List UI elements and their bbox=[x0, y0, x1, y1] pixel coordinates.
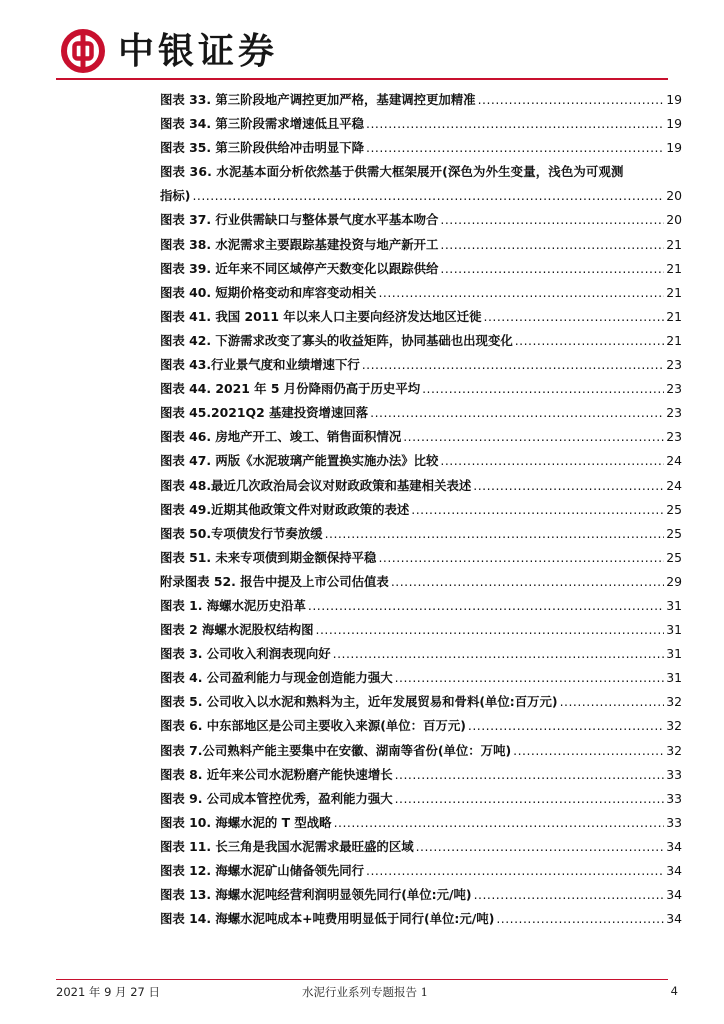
toc-page-number: 32 bbox=[666, 694, 682, 710]
toc-entry[interactable] bbox=[160, 233, 682, 257]
toc-entry-title-cont: 指标) bbox=[160, 188, 191, 204]
toc-leader-dots bbox=[416, 835, 665, 859]
toc-entry-title: 附录图表 52. 报告中提及上市公司估值表 bbox=[160, 573, 389, 589]
toc-leader-dots bbox=[440, 208, 664, 232]
toc-entry[interactable] bbox=[160, 377, 682, 401]
toc-page-number: 25 bbox=[666, 501, 682, 517]
toc-entry-title: 图表 40. 短期价格变动和库容变动相关 bbox=[160, 284, 377, 300]
toc-leader-dots bbox=[422, 377, 664, 401]
toc-page-number: 23 bbox=[666, 381, 682, 397]
toc-entry[interactable] bbox=[160, 859, 682, 883]
toc-leader-dots bbox=[366, 112, 664, 136]
toc-entry-title: 图表 4. 公司盈利能力与现金创造能力强大 bbox=[160, 670, 393, 686]
toc-entry[interactable] bbox=[160, 570, 682, 594]
toc-entry-title: 图表 43.行业景气度和业绩增速下行 bbox=[160, 357, 360, 373]
toc-entry[interactable] bbox=[160, 449, 682, 473]
toc-entry-title: 图表 9. 公司成本管控优秀，盈利能力强大 bbox=[160, 790, 393, 806]
toc-leader-dots bbox=[515, 329, 664, 353]
toc-leader-dots bbox=[378, 281, 664, 305]
toc-leader-dots bbox=[474, 883, 665, 907]
toc-leader-dots bbox=[440, 449, 664, 473]
toc-leader-dots bbox=[496, 907, 664, 931]
toc-entry-title: 图表 10. 海螺水泥的 T 型战略 bbox=[160, 814, 332, 830]
toc-entry[interactable] bbox=[160, 763, 682, 787]
toc-page-number: 24 bbox=[666, 453, 682, 469]
toc-entry-title: 图表 44. 2021 年 5 月份降雨仍高于历史平均 bbox=[160, 381, 421, 397]
toc-page-number: 25 bbox=[666, 525, 682, 541]
toc-leader-dots bbox=[362, 353, 664, 377]
toc-entry-title: 图表 47. 两版《水泥玻璃产能置换实施办法》比较 bbox=[160, 453, 439, 469]
toc-entry-title: 图表 48.最近几次政治局会议对财政政策和基建相关表述 bbox=[160, 477, 472, 493]
toc-entry[interactable] bbox=[160, 401, 682, 425]
toc-page-number: 31 bbox=[666, 670, 682, 686]
toc-page-number: 21 bbox=[666, 308, 682, 324]
toc-entry-title: 图表 34. 第三阶段需求增速低且平稳 bbox=[160, 116, 365, 132]
toc-entry[interactable] bbox=[160, 787, 682, 811]
toc-entry[interactable] bbox=[160, 835, 682, 859]
toc-entry-title: 图表 35. 第三阶段供给冲击明显下降 bbox=[160, 140, 365, 156]
toc-leader-dots bbox=[366, 859, 664, 883]
toc-entry[interactable] bbox=[160, 112, 682, 136]
toc-entry-title: 图表 8. 近年来公司水泥粉磨产能快速增长 bbox=[160, 766, 393, 782]
toc-leader-dots bbox=[403, 425, 664, 449]
toc-leader-dots bbox=[484, 305, 665, 329]
toc-entry[interactable] bbox=[160, 208, 682, 232]
toc-entry[interactable] bbox=[160, 136, 682, 160]
toc-entry[interactable] bbox=[160, 739, 682, 763]
toc-page-number: 31 bbox=[666, 646, 682, 662]
toc-page-number: 34 bbox=[666, 863, 682, 878]
toc-leader-dots bbox=[316, 618, 665, 642]
toc-page-number: 34 bbox=[666, 911, 682, 927]
toc-entry[interactable] bbox=[160, 690, 682, 714]
toc-page-number: 33 bbox=[666, 790, 682, 806]
toc-entry-title: 图表 46. 房地产开工、竣工、销售面积情况 bbox=[160, 429, 402, 445]
toc-leader-dots bbox=[192, 184, 664, 208]
toc-leader-dots bbox=[378, 546, 664, 570]
toc-entry[interactable] bbox=[160, 281, 682, 305]
toc-page-number: 34 bbox=[666, 838, 682, 854]
toc-entry-title: 图表 7.公司熟料产能主要集中在安徽、湖南等省份(单位：万吨) bbox=[160, 742, 512, 758]
toc-page-number: 33 bbox=[666, 766, 682, 782]
toc-page-number: 21 bbox=[666, 332, 682, 348]
toc-entry-title: 图表 3. 公司收入利润表现向好 bbox=[160, 646, 331, 662]
toc-entry[interactable] bbox=[160, 642, 682, 666]
toc-entry[interactable] bbox=[160, 811, 682, 835]
toc-entry[interactable] bbox=[160, 498, 682, 522]
toc-leader-dots bbox=[370, 401, 664, 425]
header-divider bbox=[56, 78, 668, 80]
toc-entry-title: 图表 42. 下游需求改变了寡头的收益矩阵，协同基础也出现变化 bbox=[160, 332, 513, 348]
toc-page-number: 19 bbox=[666, 92, 682, 107]
toc-leader-dots bbox=[395, 666, 665, 690]
toc-page-number: 21 bbox=[666, 236, 682, 252]
toc-page-number: 19 bbox=[666, 116, 682, 132]
footer-divider bbox=[56, 979, 668, 980]
boc-logo-icon bbox=[60, 28, 106, 74]
toc-page-number: 32 bbox=[666, 742, 682, 758]
toc-entry[interactable] bbox=[160, 160, 682, 208]
toc-page-number: 20 bbox=[666, 212, 682, 228]
toc-list bbox=[160, 88, 682, 931]
toc-page-number: 34 bbox=[666, 887, 682, 903]
toc-leader-dots bbox=[440, 257, 664, 281]
toc-leader-dots bbox=[473, 474, 664, 498]
toc-entry[interactable] bbox=[160, 353, 682, 377]
toc-entry-title: 图表 2 海螺水泥股权结构图 bbox=[160, 622, 314, 638]
toc-leader-dots bbox=[308, 594, 664, 618]
toc-leader-dots bbox=[513, 739, 664, 763]
toc-page-number: 19 bbox=[666, 140, 682, 156]
toc-entry[interactable] bbox=[160, 88, 682, 112]
toc-entry-title: 图表 5. 公司收入以水泥和熟料为主，近年发展贸易和骨料(单位:百万元) bbox=[160, 694, 558, 710]
toc-page-number: 25 bbox=[666, 549, 682, 565]
toc-page-number: 21 bbox=[666, 284, 682, 300]
footer-page-number: 4 bbox=[670, 984, 678, 998]
toc-entry[interactable] bbox=[160, 714, 682, 738]
toc-page-number: 31 bbox=[666, 622, 682, 638]
toc-entry-title: 图表 12. 海螺水泥矿山储备领先同行 bbox=[160, 863, 365, 878]
toc-entry[interactable] bbox=[160, 305, 682, 329]
toc-entry-title: 图表 6. 中东部地区是公司主要收入来源(单位：百万元) bbox=[160, 718, 466, 734]
toc-entry-title: 图表 39. 近年来不同区域停产天数变化以跟踪供给 bbox=[160, 260, 439, 276]
toc-leader-dots bbox=[395, 763, 665, 787]
toc-leader-dots bbox=[391, 570, 664, 594]
toc-leader-dots bbox=[411, 498, 664, 522]
toc-leader-dots bbox=[560, 690, 665, 714]
toc-page-number: 21 bbox=[666, 260, 682, 276]
toc-entry[interactable] bbox=[160, 329, 682, 353]
toc-entry-title: 图表 49.近期其他政策文件对财政政策的表述 bbox=[160, 501, 410, 517]
toc-page-number: 32 bbox=[666, 718, 682, 734]
toc-entry-title: 图表 33. 第三阶段地产调控更加严格，基建调控更加精准 bbox=[160, 92, 476, 107]
toc-entry-title: 图表 45.2021Q2 基建投资增速回落 bbox=[160, 405, 369, 421]
toc-leader-dots bbox=[478, 88, 665, 112]
toc-entry-title: 图表 13. 海螺水泥吨经营利润明显领先同行(单位:元/吨) bbox=[160, 887, 472, 903]
toc-entry-title: 图表 14. 海螺水泥吨成本+吨费用明显低于同行(单位:元/吨) bbox=[160, 911, 495, 927]
footer-date: 2021 年 9 月 27 日 bbox=[56, 985, 160, 999]
footer-report-title: 水泥行业系列专题报告 1 bbox=[302, 985, 428, 999]
toc-entry-title: 图表 50.专项债发行节奏放缓 bbox=[160, 525, 323, 541]
toc-page-number: 33 bbox=[666, 814, 682, 830]
toc-entry-title: 图表 11. 长三角是我国水泥需求最旺盛的区域 bbox=[160, 838, 414, 854]
toc-entry-title: 图表 1. 海螺水泥历史沿革 bbox=[160, 597, 306, 613]
toc-entry[interactable] bbox=[160, 907, 682, 931]
toc-entry[interactable] bbox=[160, 425, 682, 449]
brand-name: 中银证券 bbox=[118, 30, 279, 72]
toc-page-number: 29 bbox=[666, 573, 682, 589]
toc-entry[interactable] bbox=[160, 594, 682, 618]
toc-page-number: 23 bbox=[666, 405, 682, 421]
toc-entry[interactable] bbox=[160, 522, 682, 546]
toc-entry[interactable] bbox=[160, 546, 682, 570]
toc-leader-dots bbox=[325, 522, 665, 546]
toc-entry-title: 图表 38. 水泥需求主要跟踪基建投资与地产新开工 bbox=[160, 236, 439, 252]
toc-entry[interactable] bbox=[160, 666, 682, 690]
toc-entry-title: 图表 36. 水泥基本面分析依然基于供需大框架展开(深色为外生变量，浅色为可观测 bbox=[160, 164, 624, 180]
toc-page-number: 23 bbox=[666, 357, 682, 373]
toc-leader-dots bbox=[468, 714, 664, 738]
toc-page-number: 24 bbox=[666, 477, 682, 493]
toc-leader-dots bbox=[440, 233, 664, 257]
toc-entry[interactable] bbox=[160, 474, 682, 498]
toc-entry[interactable] bbox=[160, 883, 682, 907]
toc-entry[interactable] bbox=[160, 257, 682, 281]
toc-page-number: 23 bbox=[666, 429, 682, 445]
toc-leader-dots bbox=[366, 136, 664, 160]
toc-page-number: 20 bbox=[666, 188, 682, 204]
toc-page-number: 31 bbox=[666, 597, 682, 613]
toc-entry-title: 图表 37. 行业供需缺口与整体景气度水平基本吻合 bbox=[160, 212, 439, 228]
toc-leader-dots bbox=[395, 787, 665, 811]
toc-entry-title: 图表 41. 我国 2011 年以来人口主要向经济发达地区迁徙 bbox=[160, 308, 482, 324]
toc-entry[interactable] bbox=[160, 618, 682, 642]
toc-leader-dots bbox=[333, 642, 665, 666]
toc-entry-title: 图表 51. 未来专项债到期金额保持平稳 bbox=[160, 549, 377, 565]
page-header bbox=[60, 24, 278, 78]
toc-leader-dots bbox=[334, 811, 665, 835]
